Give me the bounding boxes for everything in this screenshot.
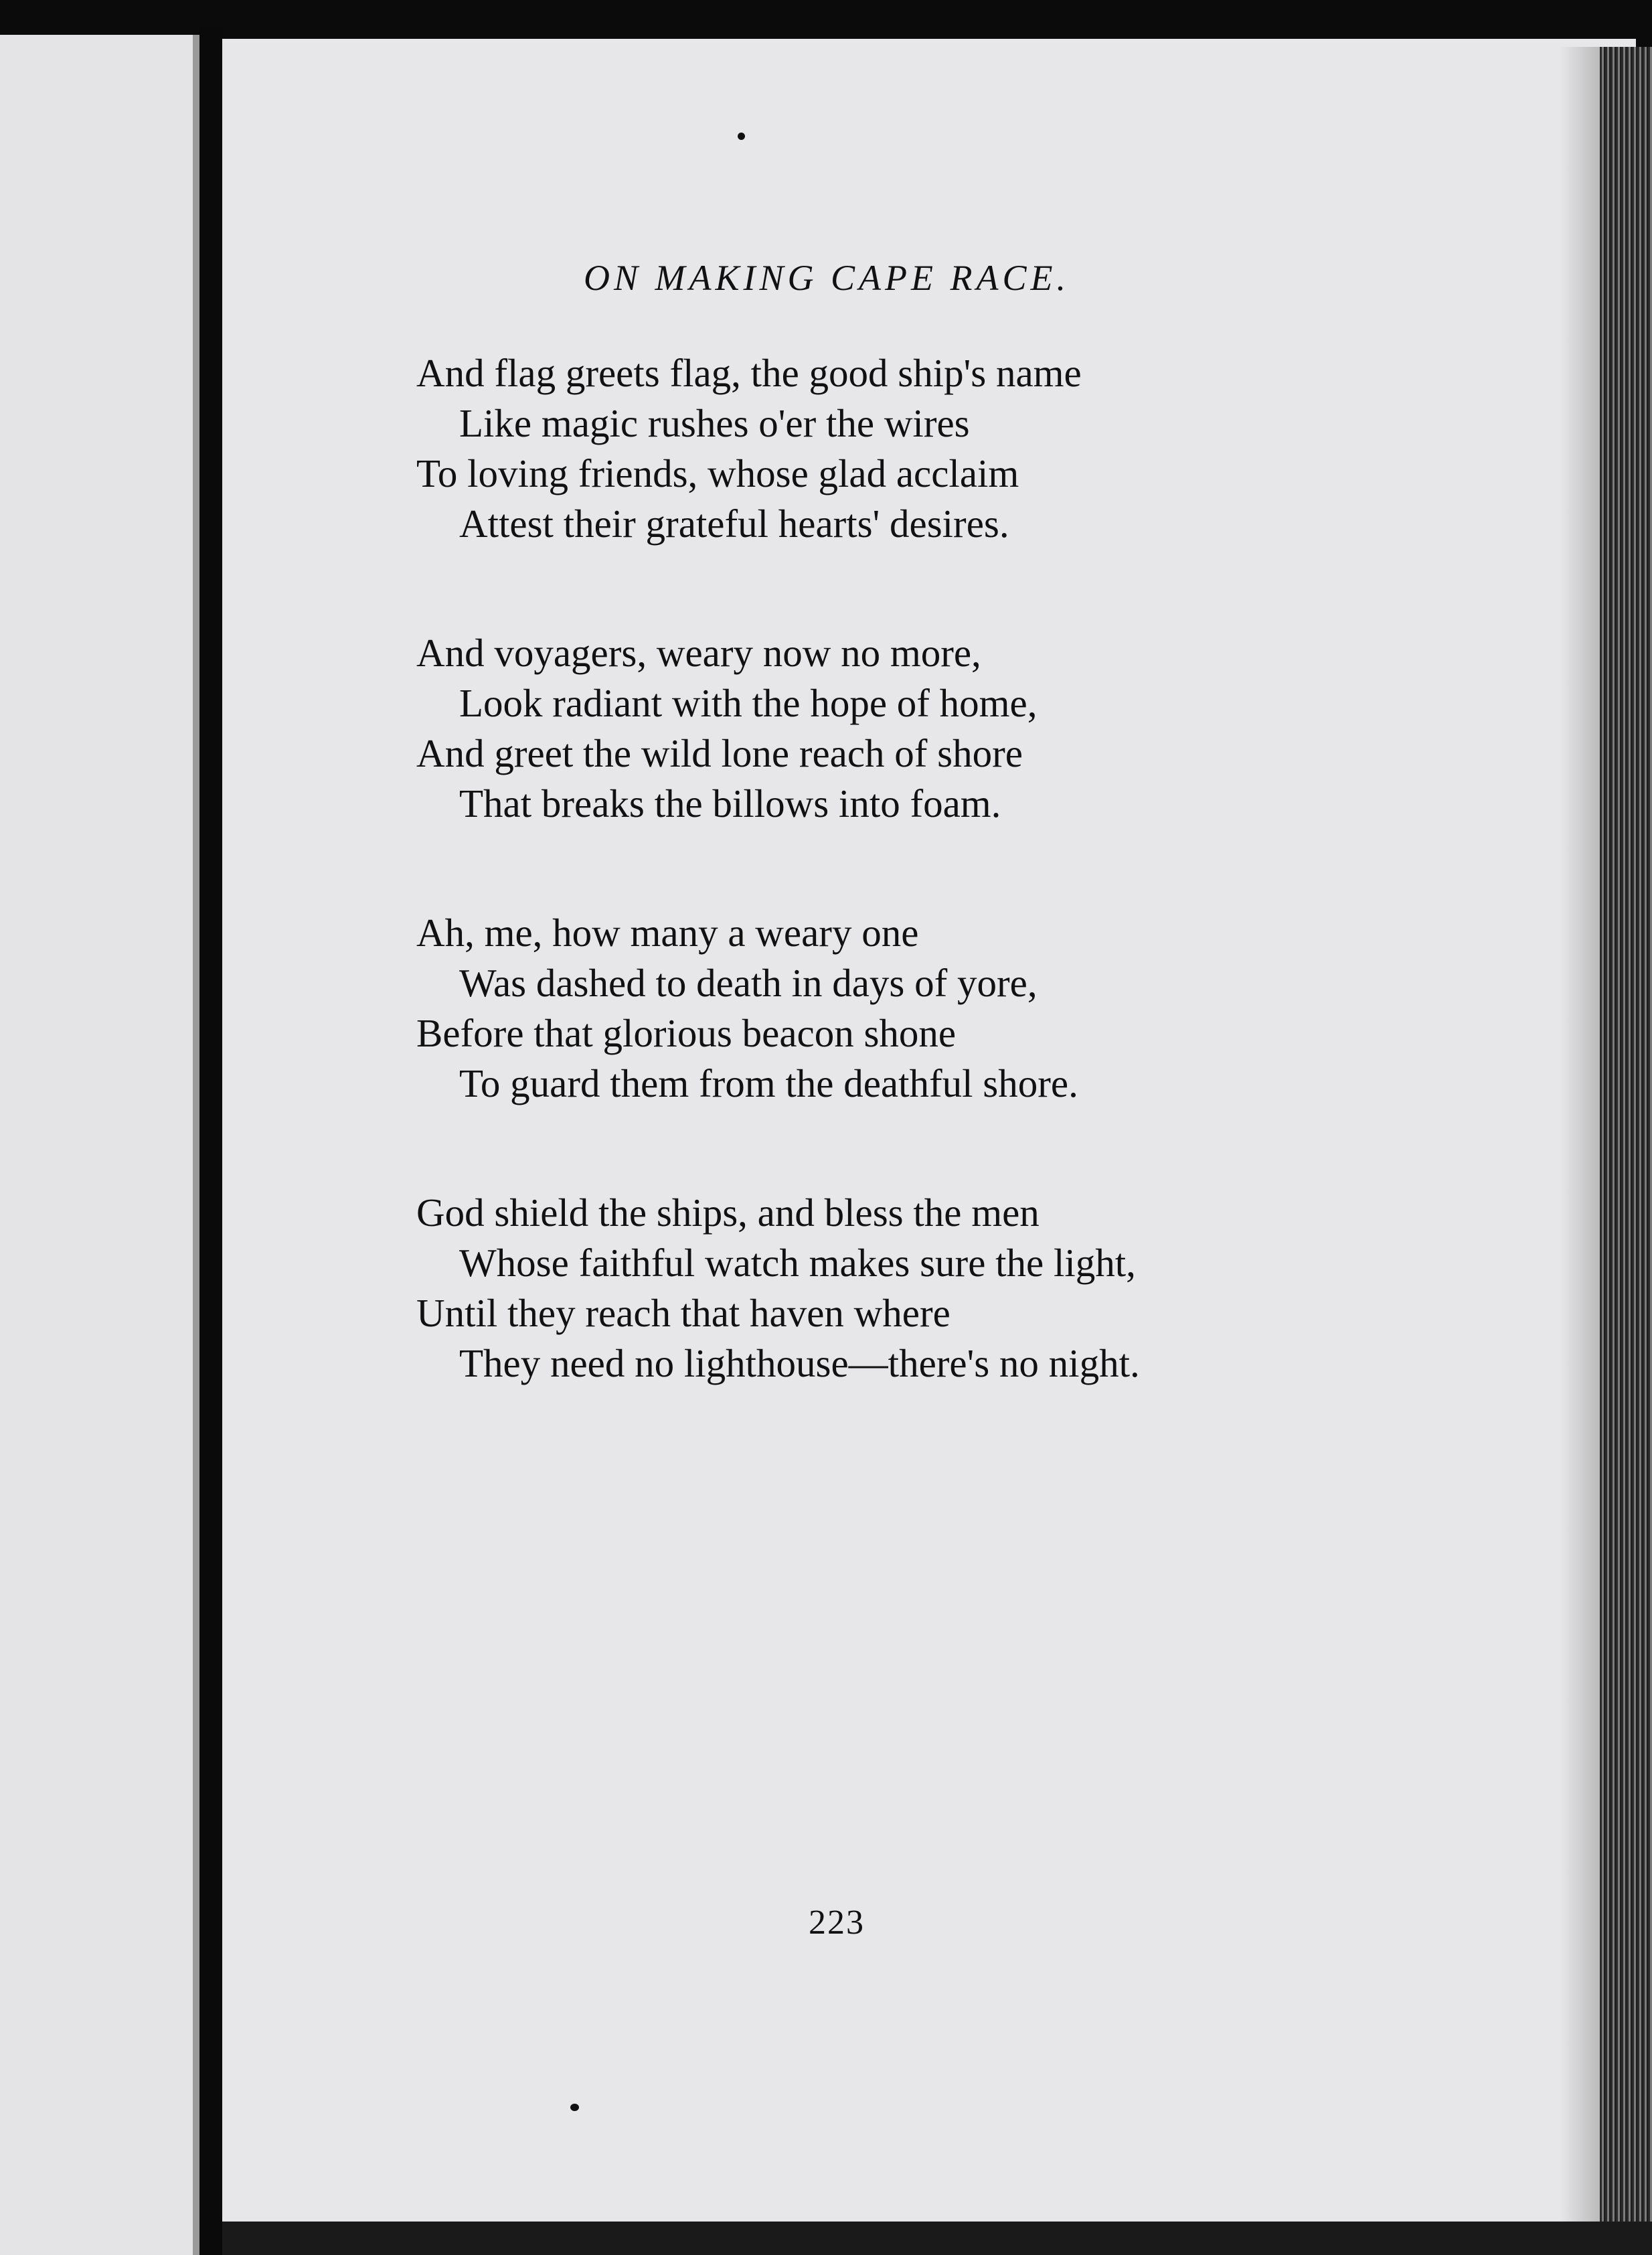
poem-line: To guard them from the deathful shore. [459, 1061, 1078, 1105]
poem-line: Attest their grateful hearts' desires. [459, 501, 1009, 546]
ink-speck [570, 2104, 579, 2111]
poem-line: Before that glorious beacon shone [416, 1011, 957, 1055]
stanza [416, 908, 1287, 1109]
poem-line: That breaks the billows into foam. [459, 781, 1001, 826]
poem-line: Whose faithful watch makes sure the light, [459, 1241, 1136, 1285]
page-number: 223 [809, 1903, 865, 1942]
poem-body [416, 348, 1287, 1468]
poem-title: ON MAKING CAPE RACE. [584, 258, 1070, 298]
poem-line: To loving friends, whose glad acclaim [416, 451, 1019, 495]
page-bottom-edge [222, 2222, 1652, 2255]
page-edge-shadow [1560, 47, 1600, 2223]
poem-line: Like magic rushes o'er the wires [459, 401, 970, 445]
facing-page-edge [193, 35, 199, 2255]
poem-line: And greet the wild lone reach of shore [416, 731, 1023, 775]
ink-speck [738, 133, 745, 140]
stanza [416, 628, 1287, 829]
stanza [416, 348, 1287, 549]
poem-line: And flag greets flag, the good ship's name [416, 351, 1082, 395]
page-stack-edge [1600, 47, 1652, 2223]
poem-line: God shield the ships, and bless the men [416, 1190, 1040, 1235]
poem-line: Ah, me, how many a weary one [416, 911, 919, 955]
poem-line: They need no lighthouse—there's no night. [459, 1341, 1140, 1385]
poem-line: Was dashed to death in days of yore, [459, 961, 1038, 1005]
poem-line: Look radiant with the hope of home, [459, 681, 1038, 725]
book-gutter [199, 27, 222, 2255]
stanza [416, 1188, 1287, 1389]
facing-page [0, 35, 199, 2255]
poem-line: And voyagers, weary now no more, [416, 631, 981, 675]
poem-line: Until they reach that haven where [416, 1291, 951, 1335]
